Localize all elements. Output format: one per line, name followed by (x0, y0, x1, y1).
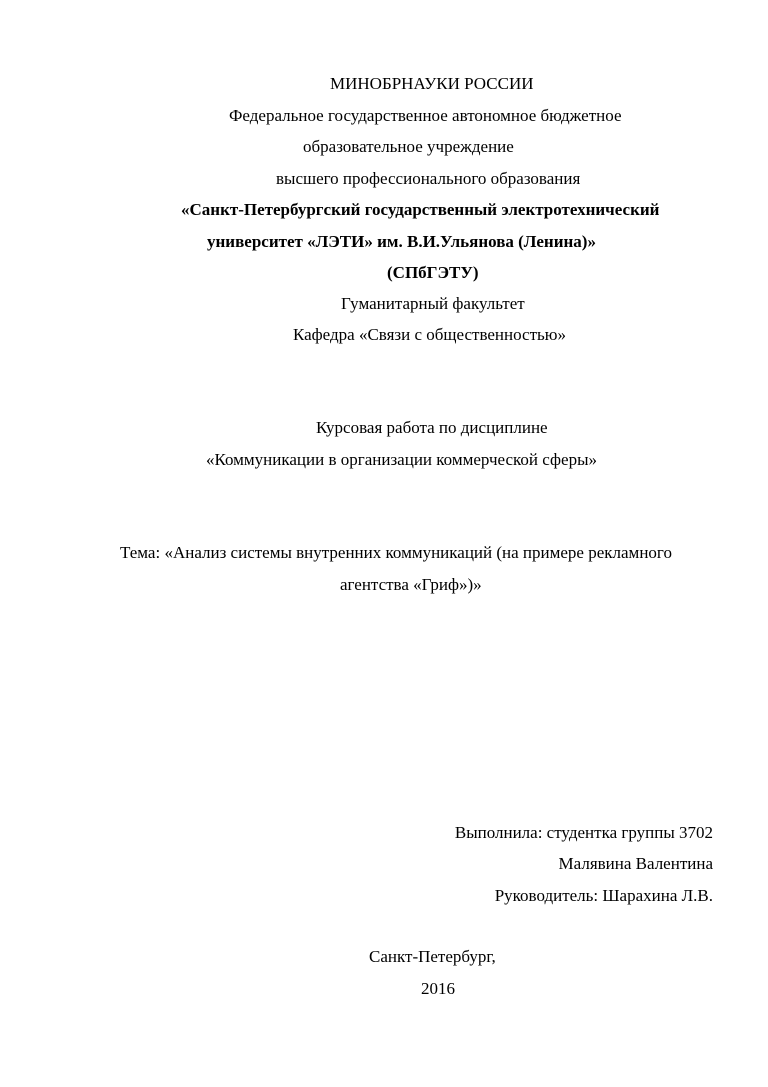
institution-line-2: образовательное учреждение (303, 137, 514, 156)
university-line-2: университет «ЛЭТИ» им. В.И.Ульянова (Ленина)» (207, 232, 596, 251)
discipline-line: «Коммуникации в организации коммерческой сферы» (206, 450, 598, 469)
department-line: Кафедра «Связи с общественностью» (293, 325, 566, 344)
university-abbreviation: (СПбГЭТУ) (387, 263, 479, 282)
institution-line-3: высшего профессионального образования (276, 169, 581, 188)
topic-line-1: Тема: «Анализ системы внутренних коммуникаций (на примере рекламного (120, 543, 672, 562)
topic-line-2: агентства «Гриф»)» (340, 575, 482, 594)
ministry-line: МИНОБРНАУКИ РОССИИ (330, 74, 534, 93)
year-line: 2016 (421, 979, 455, 998)
city-line: Санкт-Петербург, (369, 947, 496, 966)
student-name: Малявина Валентина (558, 854, 713, 873)
institution-line-1: Федеральное государственное автономное бюджетное (229, 106, 622, 125)
supervisor-line: Руководитель: Шарахина Л.В. (494, 886, 713, 905)
performed-by-line: Выполнила: студентка группы 3702 (454, 823, 713, 842)
faculty-line: Гуманитарный факультет (341, 294, 525, 313)
work-type-line: Курсовая работа по дисциплине (316, 418, 548, 437)
university-line-1: «Санкт-Петербургский государственный электротехнический (181, 200, 660, 219)
